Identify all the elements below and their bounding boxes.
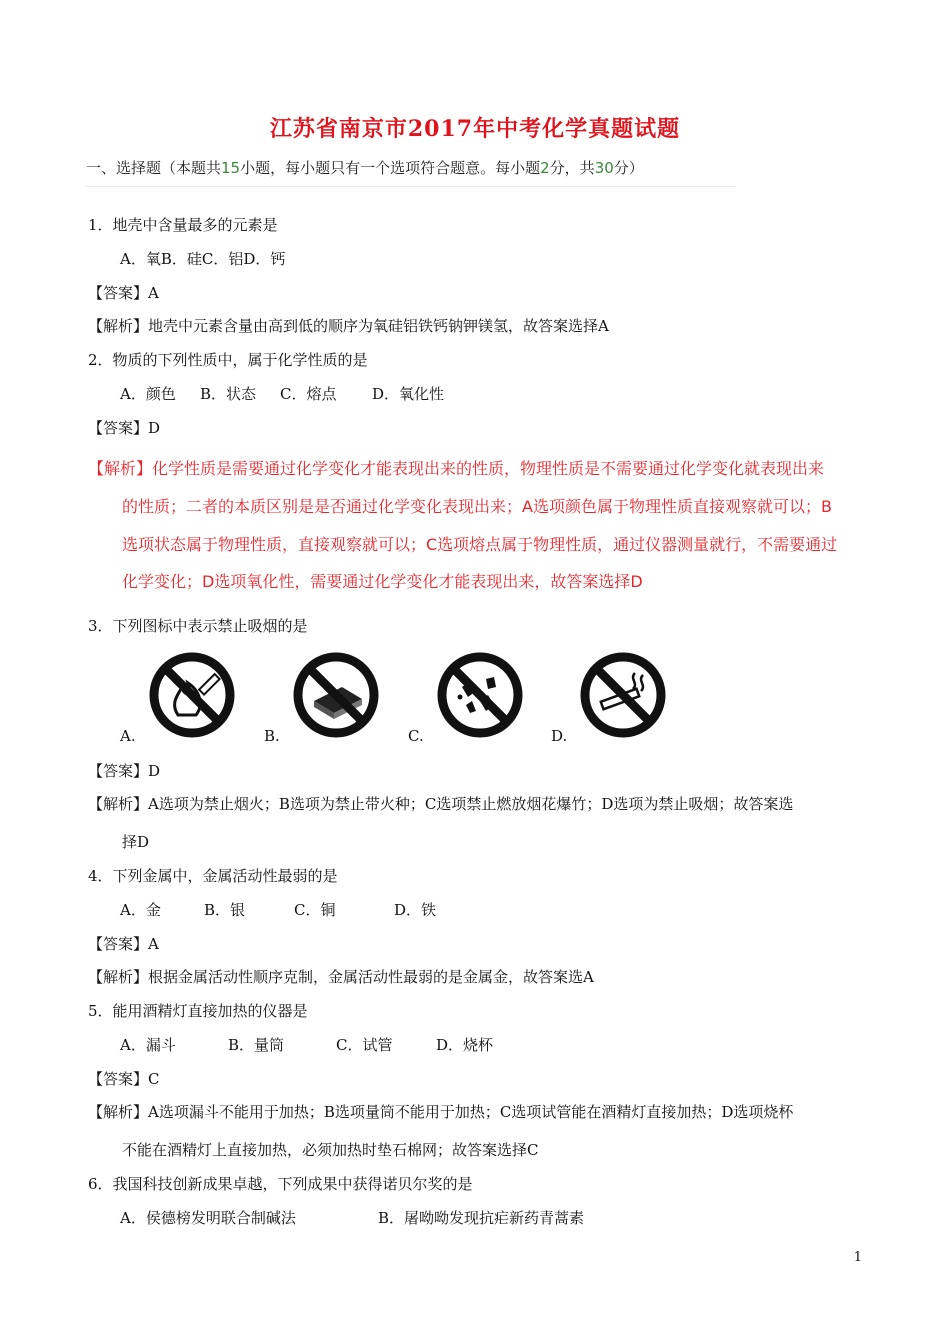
q3-stem: 3．下列图标中表示禁止吸烟的是 <box>88 617 308 635</box>
section-mid2: 分，共 <box>549 159 595 177</box>
q1-options: A．氧B．硅C．铝D．钙 <box>120 250 286 268</box>
section-count: 15 <box>221 159 241 177</box>
q3-answer: 【答案】D <box>88 762 161 780</box>
no-smoking-sign-icon <box>579 651 667 739</box>
q6-option-b: B．屠呦呦发现抗疟新药青蒿素 <box>378 1209 585 1227</box>
q5-explain-line-1: 【解析】A选项漏斗不能用于加热；B选项量筒不能用于加热；C选项试管能在酒精灯直接加热；D选项烧杯 <box>88 1103 794 1121</box>
q4-explain: 【解析】根据金属活动性顺序克制，金属活动性最弱的是金属金，故答案选A <box>88 968 594 986</box>
q2-option-c: C．熔点 <box>280 385 337 403</box>
q6-stem: 6．我国科技创新成果卓越，下列成果中获得诺贝尔奖的是 <box>88 1175 473 1193</box>
q3-explain-line-1: 【解析】A选项为禁止烟火；B选项为禁止带火种；C选项禁止燃放烟花爆竹；D选项为禁止吸烟；故答案选 <box>88 795 794 813</box>
q2-option-a: A．颜色 <box>120 385 176 403</box>
no-fire-sign-icon <box>148 651 236 739</box>
section-score: 2 <box>540 159 550 177</box>
page-title: 江苏省南京市2017年中考化学真题试题 <box>269 116 681 142</box>
q1-answer: 【答案】A <box>88 284 159 302</box>
q4-option-b: B．银 <box>204 901 246 919</box>
q4-stem: 4．下列金属中，金属活动性最弱的是 <box>88 867 338 885</box>
q5-answer: 【答案】C <box>88 1070 160 1088</box>
section-prefix: 一、选择题（本题共 <box>86 159 222 177</box>
no-fireworks-sign-icon <box>436 651 524 739</box>
q3-label-b: B. <box>264 727 280 745</box>
q4-answer: 【答案】A <box>88 935 159 953</box>
q2-explain-line-1: 【解析】化学性质是需要通过化学变化才能表现出来的性质，物理性质是不需要通过化学变化就表现出来 <box>88 459 825 478</box>
q5-options <box>120 1034 493 1055</box>
q6-option-a: A．侯德榜发明联合制碱法 <box>120 1209 296 1227</box>
q4-options <box>120 899 436 920</box>
section-mid1: 小题，每小题只有一个选项符合题意。每小题 <box>240 159 541 177</box>
q5-explain-line-2: 不能在酒精灯上直接加热，必须加热时垫石棉网；故答案选择C <box>122 1141 539 1159</box>
section-heading <box>86 157 736 187</box>
q4-option-d: D．铁 <box>394 901 437 919</box>
q2-answer: 【答案】D <box>88 419 161 437</box>
q1-stem: 1．地壳中含量最多的元素是 <box>88 216 278 234</box>
no-matches-sign-icon <box>292 651 380 739</box>
q5-stem: 5．能用酒精灯直接加热的仪器是 <box>88 1002 308 1020</box>
q3-label-a: A. <box>120 727 136 745</box>
section-suffix: 分） <box>613 159 644 177</box>
q2-stem: 2．物质的下列性质中，属于化学性质的是 <box>88 351 368 369</box>
q3-label-d: D. <box>551 727 568 745</box>
page-number: 1 <box>853 1250 862 1265</box>
q2-option-d: D．氧化性 <box>372 385 445 403</box>
section-total: 30 <box>594 159 614 177</box>
q2-explain-line-4: 化学变化；D选项氧化性，需要通过化学变化才能表现出来，故答案选择D <box>122 572 643 591</box>
q2-explain-line-2: 的性质；二者的本质区别是是否通过化学变化表现出来；A选项颜色属于物理性质直接观察就可以；B <box>122 497 832 516</box>
q5-option-b: B．量筒 <box>228 1036 285 1054</box>
q2-explain-line-3: 选项状态属于物理性质，直接观察就可以；C选项熔点属于物理性质，通过仪器测量就行，不需要通过 <box>122 535 838 554</box>
q1-explain: 【解析】地壳中元素含量由高到低的顺序为氧硅铝铁钙钠钾镁氢，故答案选择A <box>88 317 609 335</box>
q3-explain-line-2: 择D <box>122 833 150 851</box>
q3-label-c: C. <box>408 727 424 745</box>
q5-option-a: A．漏斗 <box>120 1036 176 1054</box>
q4-option-a: A．金 <box>120 901 161 919</box>
q2-options <box>120 383 444 404</box>
q6-options <box>120 1207 584 1228</box>
q4-option-c: C．铜 <box>294 901 336 919</box>
q5-option-d: D．烧杯 <box>436 1036 494 1054</box>
q5-option-c: C．试管 <box>336 1036 393 1054</box>
q2-option-b: B．状态 <box>200 385 257 403</box>
